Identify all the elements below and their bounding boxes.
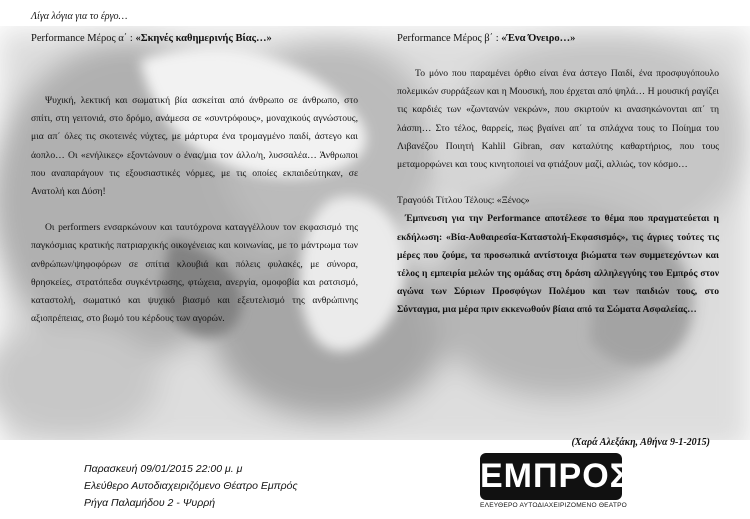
left-heading-prefix: Performance Μέρος α΄ : [31, 33, 136, 44]
event-address: Ρήγα Παλαμήδου 2 - Ψυρρή [84, 497, 216, 509]
event-venue: Ελεύθερο Αυτοδιαχειριζόμενο Θέατρο Εμπρός [84, 480, 298, 492]
event-date: Παρασκευή 09/01/2015 22:00 μ. μ [84, 463, 243, 475]
left-heading [31, 33, 272, 44]
logo-subtitle: ΕΛΕΥΘΕΡΟ ΑΥΤΟΔΙΑΧΕΙΡΙΖΟΜΕΝΟ ΘΕΑΤΡΟ [480, 502, 628, 509]
left-paragraph-2: Οι performers ενσαρκώνουν και ταυτόχρονα καταγγέλλουν τον εκφασισμό της παγκόσμιας κρατικής πατριαρχικής οικογένειας και κοινωνίας, με το μάντρωμα των ανθρώπων/ψηφοφόρων σε σπίτια κλουβιά και πόλεις φυλακές, με σύνορα, θρησκείες, στρατόπεδα συγκέντρωσης, φτώχεια, ανεργία, ομοφοβία και ρατσισμό, καταστολή, σωματικό και ψυχικό βιασμό και εξευτελισμό της ανθρώπινης αξιοπρέπειας, στο βωμό του κέρδους των αγορών. [31, 222, 358, 325]
right-column [397, 65, 719, 320]
logo-word: ΕΜΠΡΟΣ [480, 453, 622, 500]
signature: (Χαρά Αλεξάκη, Αθήνα 9-1-2015) [571, 437, 710, 448]
intro-text: Λίγα λόγια για το έργο… [31, 11, 128, 22]
left-paragraph-1: Ψυχική, λεκτική και σωματική βία ασκείται από άνθρωπο σε άνθρωπο, στο σπίτι, στη γειτονιά, στο δρόμο, ανάμεσα σε «συντρόφους», μοναχικούς αγνώστους, μια απ΄ όλες τις σκοτεινές νύχτες, με μάρτυρα ένα τρομαγμένο παιδί, άστεγο και άοπλο… Οι «ενήλικες» εξοντώνουν ο ένας/μια τον άλλο/η, λυσσαλέα… Άνθρωποι που αναπαράγουν τις εξουσιαστικές νόρμες, με τις οποίες εκπαιδεύτηκαν, σε Ανατολή και Δύση! [31, 95, 358, 198]
event-info [84, 461, 298, 512]
left-column [31, 92, 358, 328]
right-heading [397, 33, 575, 44]
song-title: Τραγούδι Τίτλου Τέλους: «Ξένος» [397, 195, 530, 207]
empros-logo [480, 453, 632, 515]
right-paragraph: Το μόνο που παραμένει όρθιο είναι ένα άστεγο Παιδί, ένα προσφυγόπουλο πολεμικών συρράξεων και η Μουσική, που έρχεται από ψηλά… Η μουσική ραγίζει τις καρδιές των «ζωντανών νεκρών», που σκιρτούν κι ανασηκώνονται απ΄ τη λάσπη… Στο τέλος, θαρρείς, πως βγαίνει απ΄ τα σπλάχνα τους το Ποίημα του Λιβανέζου Ποιητή Kahlil Gibran, σαν καταλύτης καθαρτήριος, που τους μεταμορφώνει και τους κινητοποιεί να φτιάξουν μαζί, αλλιώς, τον κόσμο… [397, 68, 719, 171]
right-heading-title: «Ένα Όνειρο…» [501, 33, 576, 44]
inspiration-paragraph: Έμπνευση για την Performance αποτέλεσε το θέμα που πραγματεύεται η εκδήλωση: «Βία-Αυθαιρεσία-Καταστολή-Εκφασισμός», τις άγριες τούτες τις μέρες που ζούμε, τα προσωπικά αντίστοιχα βιώματα των συμμετεχόντων και τέλος η εμπειρία μελών της ομάδας στη δράση αλληλεγγύης του Εμπρός στον αγώνα των Σύριων Προσφύγων Πολέμου και των παιδιών τους, στο Σύνταγμα, μια μέρα πριν εκκενωθούν βίαια από τα Σώματα Ασφαλείας… [397, 213, 719, 316]
right-heading-prefix: Performance Μέρος β΄ : [397, 33, 502, 44]
left-heading-title: «Σκηνές καθημερινής Βίας…» [135, 33, 272, 44]
